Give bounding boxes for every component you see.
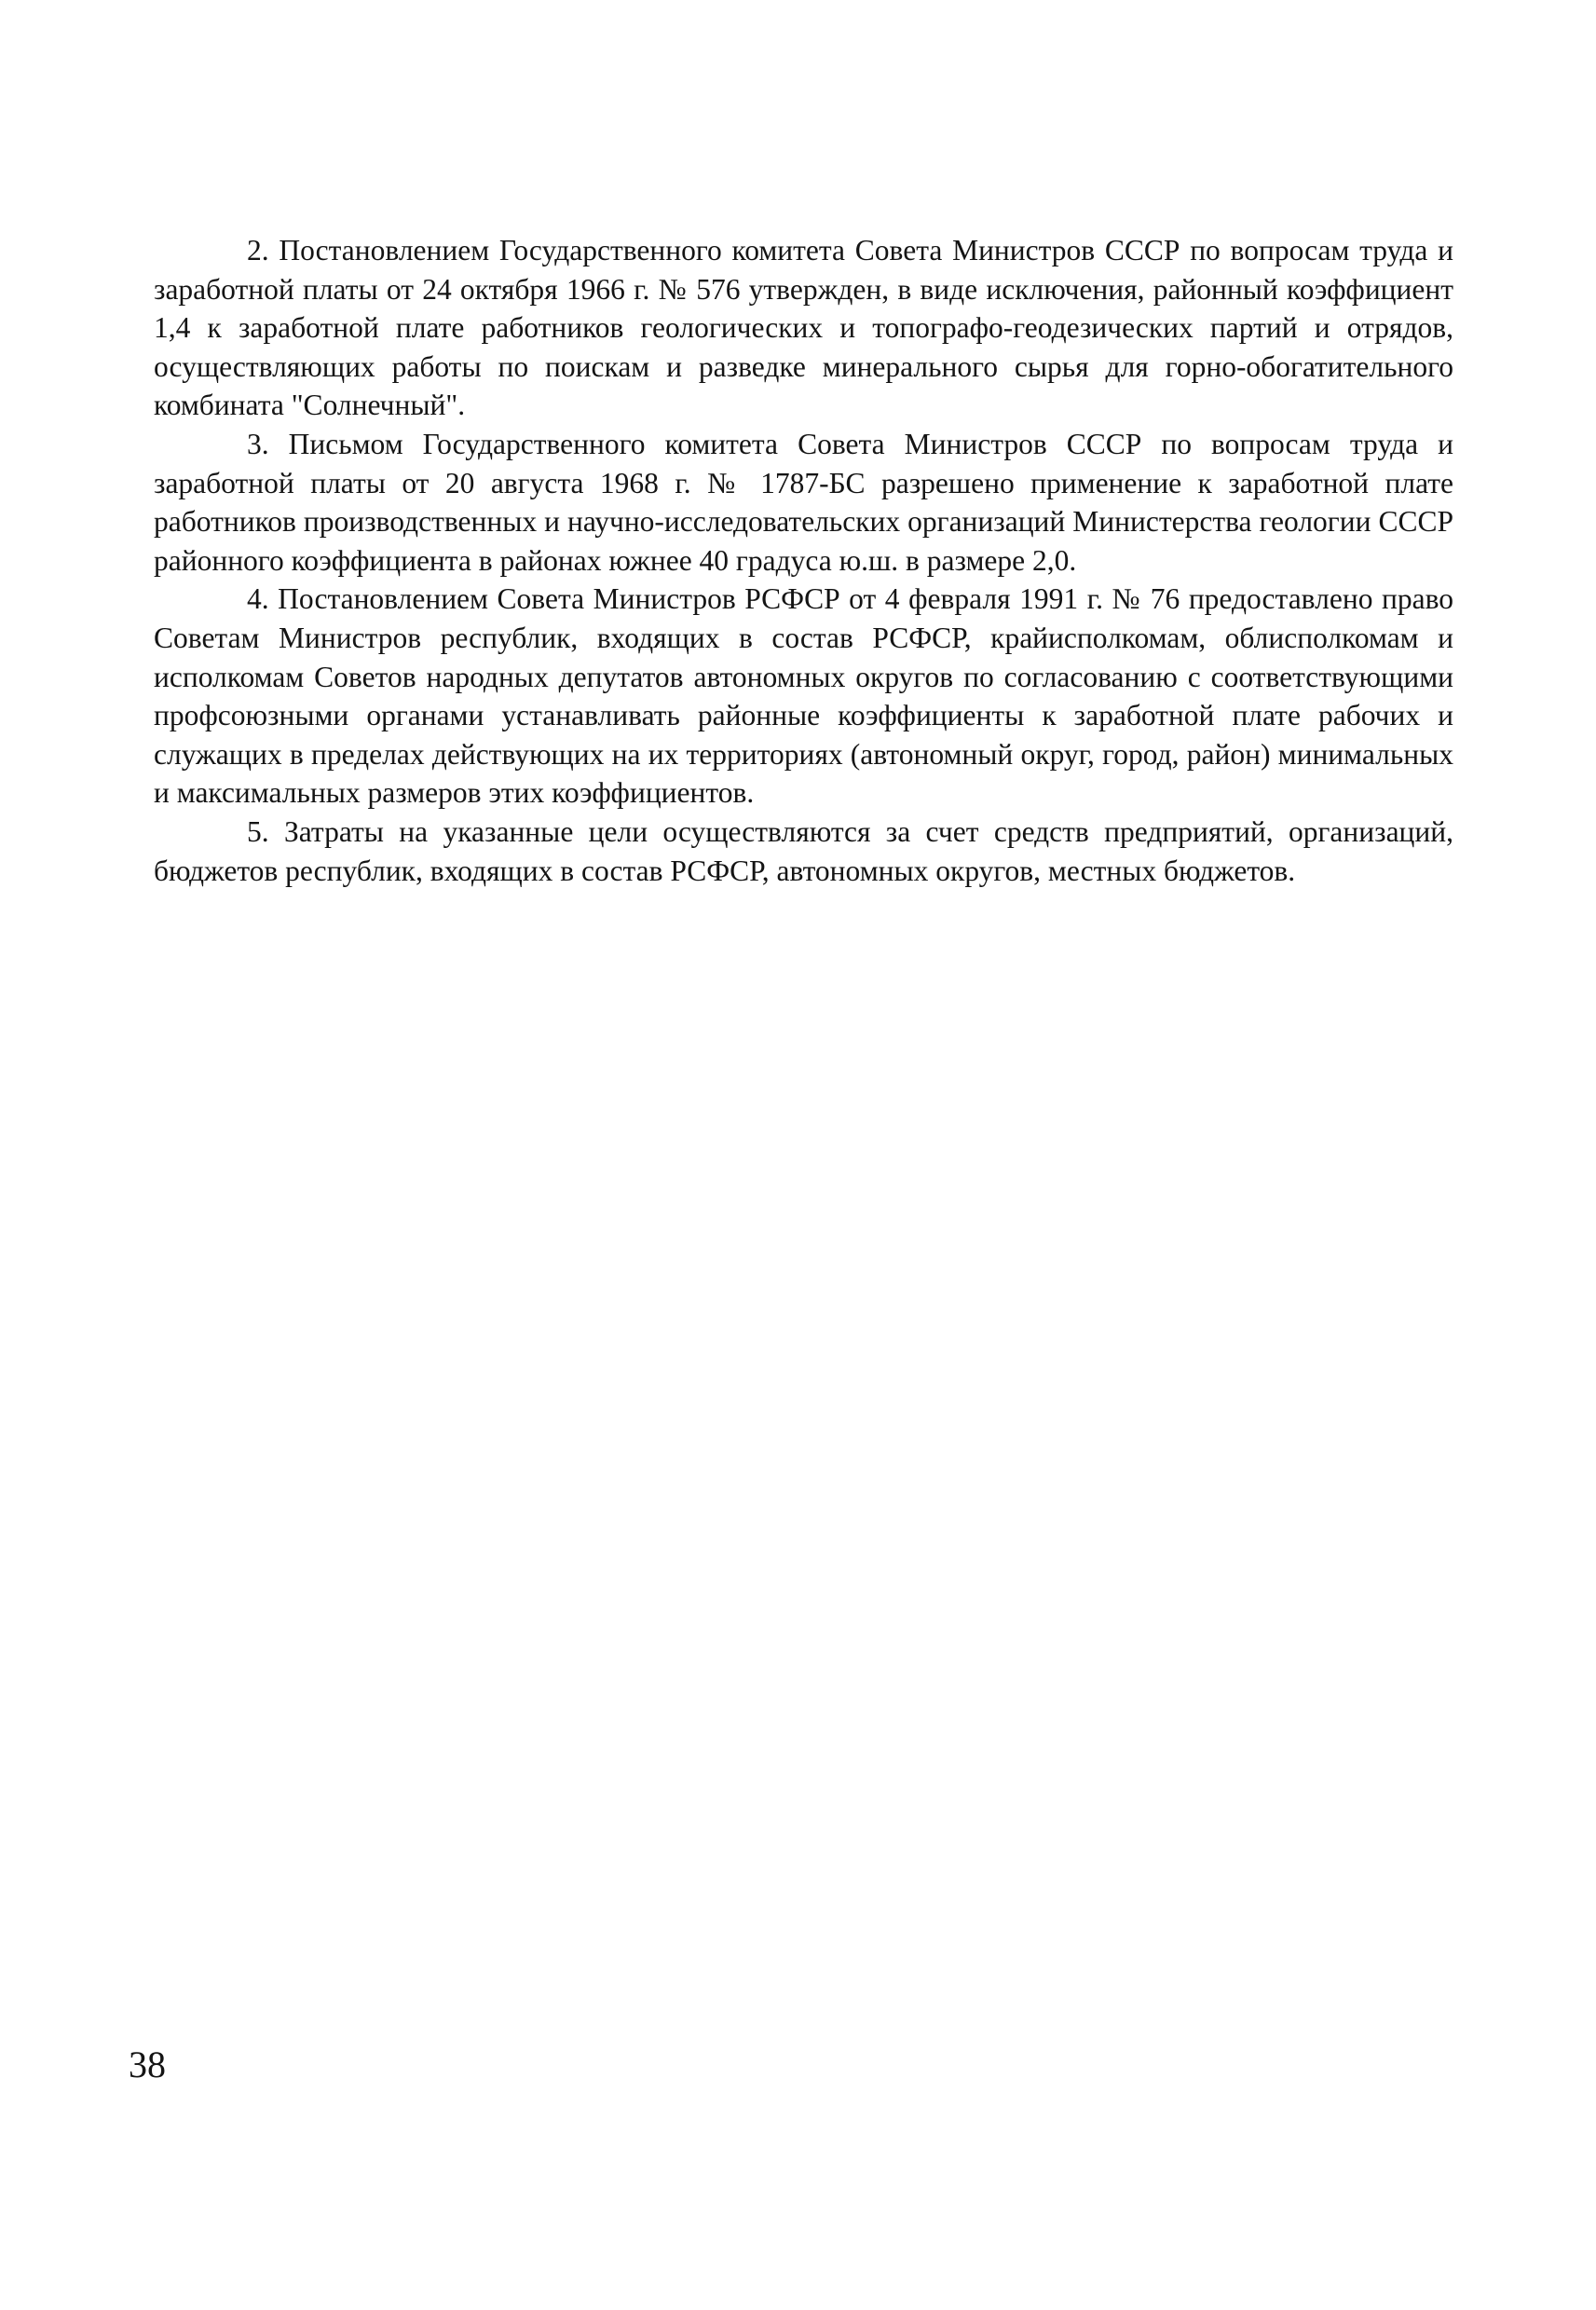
page-number: 38 [129, 2043, 166, 2085]
paragraph-4: 4. Постановлением Совета Министров РСФСР от 4 февраля 1991 г. № 76 предоставлено право Советам Министров республик, входящих в состав РСФСР, крайисполкомам, облисполкомам и исполкомам Советов народных депутатов автономных округов по согласованию с соответствующими профсоюзными органами устанавливать районные коэффициенты к заработной плате рабочих и служащих в пределах действующих на их территориях (автономный округ, город, район) минимальных и максимальных размеров этих коэффициентов. [154, 582, 1453, 810]
body-text [154, 231, 1453, 890]
paragraph-5: 5. Затраты на указанные цели осуществляются за счет средств предприятий, организаций, бюджетов республик, входящих в состав РСФСР, автономных округов, местных бюджетов. [154, 814, 1453, 887]
paragraph-3: 3. Письмом Государственного комитета Совета Министров СССР по вопросам труда и заработной платы от 20 августа 1968 г. № 1787-БС разрешено применение к заработной плате работников производственных и научно-исследовательских организаций Министерства геологии СССР районного коэффициента в районах южнее 40 градуса ю.ш. в размере 2,0. [154, 427, 1453, 577]
paragraph-2: 2. Постановлением Государственного комитета Совета Министров СССР по вопросам труда и заработной платы от 24 октября 1966 г. № 576 утвержден, в виде исключения, районный коэффициент 1,4 к заработной плате работников геологических и топографо-геодезических партий и отрядов, осуществляющих работы по поискам и разведке минерального сырья для горно-обогатительного комбината "Солнечный". [154, 234, 1453, 422]
